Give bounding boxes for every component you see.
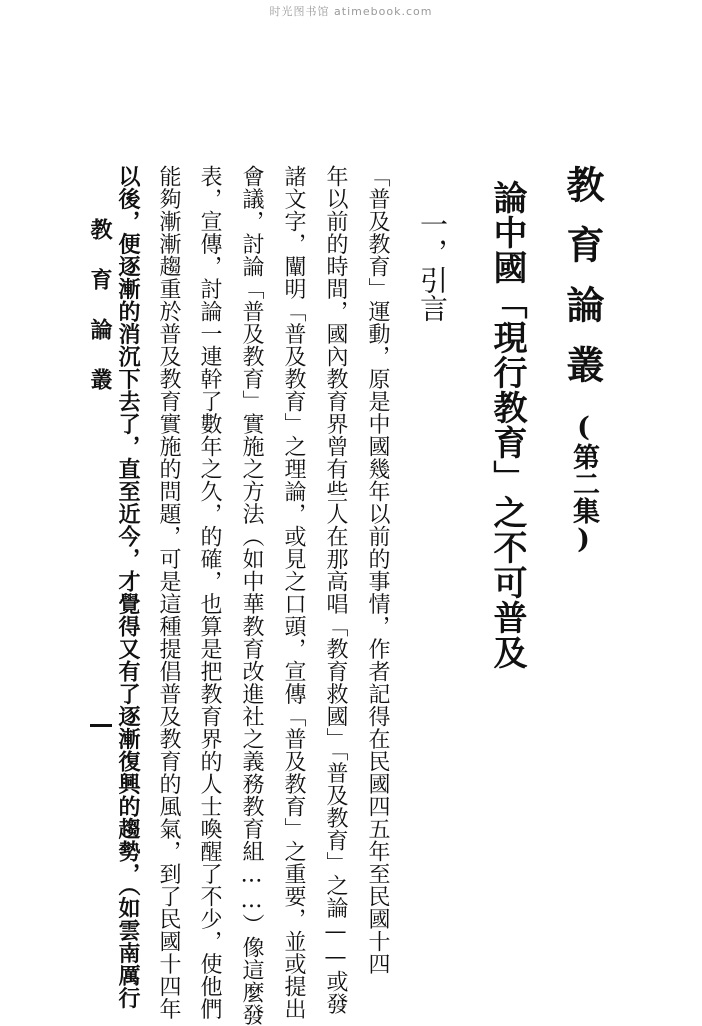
- volume-label: (第二集): [568, 412, 599, 555]
- section-heading: 一，引言: [416, 210, 449, 322]
- body-line-3: 諸文字，闡明「普及教育」之理論，或見之口頭，宣傳「普及教育」之重要，並或提出: [281, 165, 306, 1020]
- body-line-6: 能夠漸漸趨重於普及教育實施的問題，可是這種提倡普及教育的風氣，到了民國十四年: [156, 165, 181, 1020]
- body-line-1: 「普及教育」運動，原是中國幾年以前的事情，作者記得在民國四五年至民國十四: [365, 165, 390, 975]
- body-line-2: 年以前的時間，國內教育界曾有些人在那高唱「教育救國」「普及教育」之論——或發: [323, 165, 348, 1015]
- page-number: [90, 724, 112, 727]
- running-head: 教育論叢: [87, 218, 113, 418]
- body-line-7: 以後，便逐漸的消沉下去了，直至近今，才覺得又有了逐漸復興的趨勢，（如雲南厲行: [115, 165, 141, 1009]
- body-line-4: 會議，討論「普及教育」實施之方法（如中華教育改進社之義務教育組……）像這麼發: [239, 165, 264, 1026]
- body-line-5: 表，宣傳，討論一連幹了數年之久，的確，也算是把教育界的人士喚醒了不少，使他們: [197, 165, 222, 1020]
- article-title: 論中國「現行教育」之不可普及: [487, 180, 527, 670]
- watermark-text: 时光图书馆 atimebook.com: [269, 5, 433, 18]
- book-title: 教育論叢: [560, 165, 605, 405]
